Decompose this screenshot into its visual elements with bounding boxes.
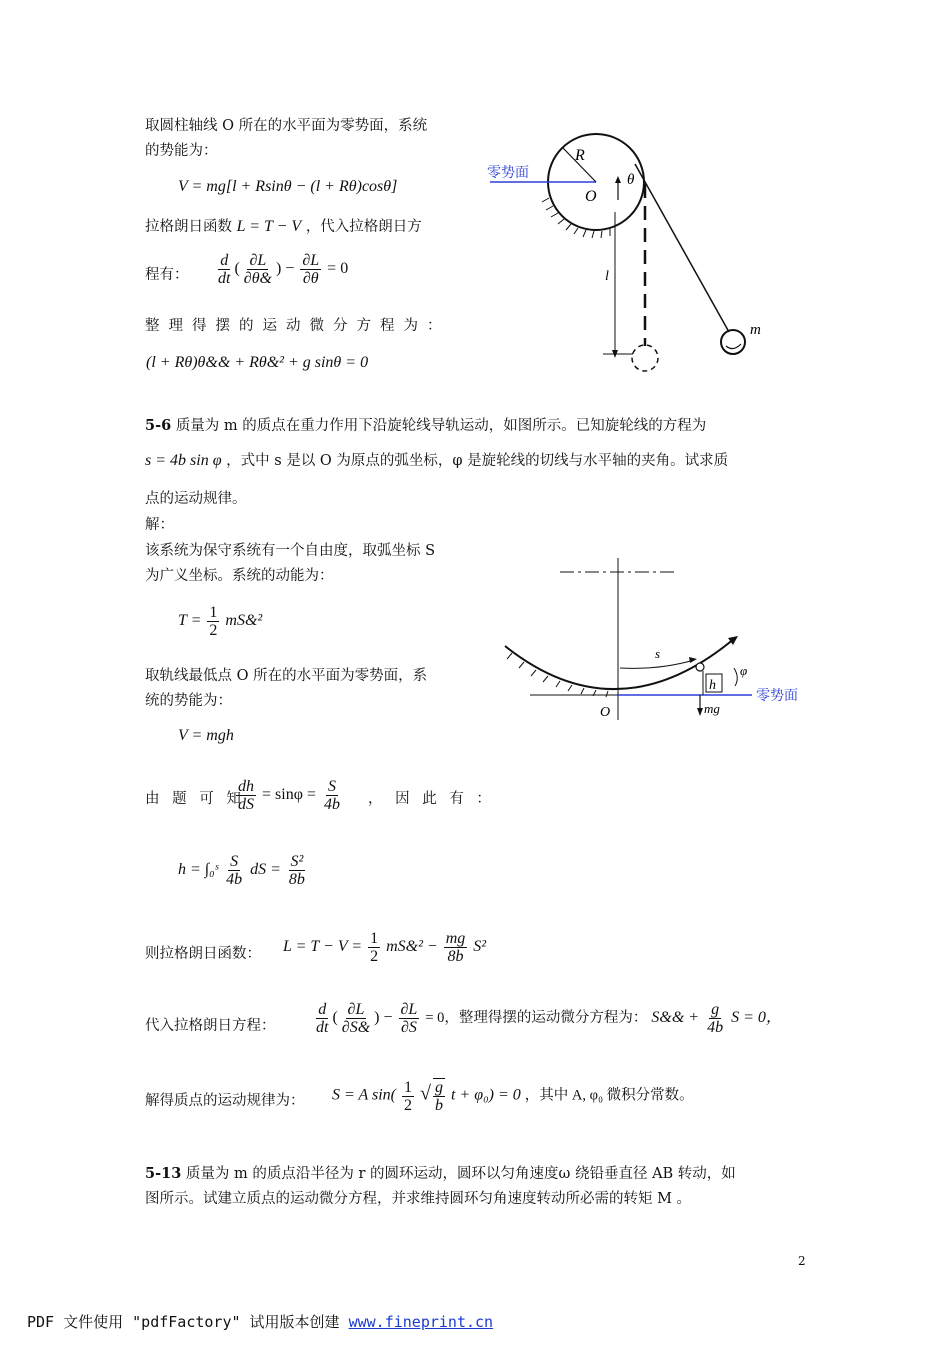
figure-cycloid: [490, 550, 820, 725]
label-mg: mg: [704, 701, 720, 716]
label-l: l: [605, 269, 609, 284]
label-O: O: [600, 705, 611, 720]
denominator: b: [434, 1097, 443, 1114]
text: 拉格朗日函数: [145, 219, 232, 235]
label-R: R: [575, 147, 585, 164]
text-line: [145, 218, 422, 236]
equals-zero: = 0: [327, 260, 349, 278]
fraction: [224, 853, 244, 888]
fraction: [322, 778, 342, 813]
denominator: ∂θ: [302, 270, 319, 287]
fraction: [207, 604, 219, 639]
problem-number: 5-6: [145, 417, 172, 434]
phi-arc: [734, 668, 737, 686]
label-m: m: [750, 322, 761, 338]
label-s: s: [655, 646, 661, 661]
label-h: h: [709, 678, 716, 693]
rhs: mS&²: [225, 612, 263, 630]
equation-lagrange-2: $\frac{d}{dt}$ ( $\frac{\partial L}{\partial S\&}$ ) − $\frac{\partial L}{\partial S}$ = 0，整理得摆的运动微分方程为： S&& + $\frac{g}{4b}$ S = 0，: [316, 1001, 782, 1036]
text: ，其中 A, φ₀ 微积分常数。: [524, 1087, 694, 1104]
denominator: ∂θ&: [243, 270, 272, 287]
text: dS =: [250, 861, 281, 879]
fraction: [705, 1001, 725, 1036]
numerator: 1: [370, 930, 379, 947]
problem-text: 质量为 m 的质点沿半径为 r 的圆环运动，圆环以匀角速度ω 绕铅垂直径 AB 转动，如: [185, 1166, 736, 1182]
equation-potential: V = mg[l + Rsinθ − (l + Rθ)cosθ]: [178, 178, 398, 195]
sqrt-sign: √: [420, 1082, 431, 1105]
solution-label: 解：: [145, 517, 174, 533]
text-line: 程有：: [145, 267, 189, 283]
fraction: [433, 1078, 445, 1114]
figure-pendulum: [485, 120, 785, 380]
equation-lagrange: $\frac{d}{dt}$ ( $\frac{\partial L}{\partial\theta\&}$ ) − $\frac{\partial L}{\partial\theta}$ = 0: [218, 252, 349, 287]
text-line: 该系统为保守系统有一个自由度，取弧坐标 S: [145, 543, 436, 559]
text: S = 0，: [731, 1009, 782, 1027]
footer-link[interactable]: www.fineprint.cn: [348, 1313, 494, 1331]
denominator: 8b: [288, 871, 305, 888]
text: t + φ₀) = 0: [450, 1086, 521, 1104]
text: ，式中 s 是以 O 为原点的弧坐标，φ 是旋轮线的切线与水平轴的夹角。试求质: [226, 453, 729, 469]
footer: [27, 1311, 493, 1332]
numerator: g: [434, 1079, 443, 1096]
equation-potential-2: V = mgh: [178, 727, 234, 744]
text-line: 则拉格朗日函数：: [145, 946, 261, 962]
integral: h = ∫₀ˢ: [178, 861, 219, 879]
text-line: 为广义坐标。系统的动能为：: [145, 568, 334, 584]
label-theta: θ: [627, 172, 635, 188]
numerator: g: [711, 1001, 720, 1018]
problem-heading: [145, 1165, 736, 1183]
text-line: 代入拉格朗日方程：: [145, 1018, 276, 1034]
denominator: dt: [316, 1019, 329, 1036]
fraction: [216, 252, 232, 287]
numerator: d: [220, 252, 229, 269]
pendulum-bob: [721, 330, 745, 354]
arc-s: [620, 660, 694, 668]
text-line: 解得质点的运动规律为：: [145, 1093, 305, 1109]
numerator: S: [327, 778, 336, 795]
text-line: 统的势能为：: [145, 693, 232, 709]
arrowhead: [615, 176, 621, 183]
text-line: ， 因 此 有 ：: [368, 791, 495, 807]
numerator: 1: [209, 604, 218, 621]
denominator: 4b: [226, 871, 243, 888]
mass-point: [696, 663, 704, 671]
text: L = T − V =: [283, 938, 363, 956]
zero-potential-label: 零势面: [756, 689, 798, 704]
denominator: 2: [209, 622, 218, 639]
problem-number: 5-13: [145, 1165, 182, 1182]
text-line: 由 题 可 知: [145, 791, 245, 807]
text-line: 取圆柱轴线 O 所在的水平面为零势面，系统: [145, 118, 428, 134]
text: = sinφ =: [262, 786, 316, 804]
equation-slope: [234, 778, 344, 813]
text: ，代入拉格朗日方: [305, 219, 422, 235]
text: mS&² −: [386, 938, 438, 956]
equation-motion: (l + Rθ)θ&& + Rθ&² + g sinθ = 0: [146, 354, 369, 371]
equation-cycloid: s = 4b sin φ: [145, 452, 222, 469]
numerator: ∂L: [347, 1001, 365, 1018]
numerator: ∂L: [249, 252, 267, 269]
fraction: [368, 930, 380, 965]
fraction: [340, 1001, 372, 1036]
lhs: T =: [178, 612, 202, 630]
equation-kinetic: [178, 604, 262, 639]
text: S&& +: [651, 1009, 700, 1027]
numerator: 1: [404, 1078, 412, 1096]
page-number: 2: [798, 1254, 806, 1268]
text: S = A sin(: [332, 1086, 396, 1104]
numerator: dh: [238, 778, 254, 795]
numerator: ∂L: [302, 252, 320, 269]
pendulum-string: [635, 164, 729, 332]
denominator: 4b: [323, 796, 340, 813]
numerator: S²: [290, 853, 304, 870]
text-line: 点的运动规律。: [145, 491, 247, 507]
label-phi: φ: [740, 663, 748, 678]
fraction: [300, 252, 321, 287]
denominator: dS: [238, 796, 254, 813]
numerator: ∂L: [400, 1001, 418, 1018]
denominator: 4b: [707, 1019, 724, 1036]
footer-text: PDF 文件使用 "pdfFactory" 试用版本创建: [27, 1313, 340, 1331]
denominator: dt: [218, 270, 231, 287]
hatch-marks: [542, 198, 610, 238]
denominator: 2: [404, 1096, 412, 1114]
text-line: 的势能为：: [145, 143, 218, 159]
numerator: d: [318, 1001, 327, 1018]
denominator: ∂S&: [341, 1019, 371, 1036]
label-O: O: [585, 188, 597, 205]
text-line: [145, 452, 728, 470]
text-line: 图所示。试建立质点的运动微分方程，并求维持圆环匀角速度转动所必需的转矩 M 。: [145, 1191, 692, 1207]
text: S²: [473, 938, 487, 956]
fraction: [399, 1001, 420, 1036]
fraction: [287, 853, 307, 888]
problem-heading: [145, 417, 706, 435]
equation-lagrangian-2: [283, 930, 486, 965]
zero-potential-label: 零势面: [487, 166, 529, 181]
numerator: S: [230, 853, 239, 870]
fraction: [242, 252, 274, 287]
denominator: 2: [370, 948, 379, 965]
problem-text: 质量为 m 的质点在重力作用下沿旋轮线导轨运动，如图所示。已知旋轮线的方程为: [175, 418, 707, 434]
equation-solution: [332, 1078, 694, 1114]
denominator: 8b: [447, 948, 464, 965]
fraction: [314, 1001, 330, 1036]
denominator: ∂S: [400, 1019, 417, 1036]
text: = 0，整理得摆的运动微分方程为：: [425, 1010, 648, 1027]
fraction: [444, 930, 468, 965]
equation-height: [178, 853, 309, 888]
dashed-bob: [632, 345, 658, 371]
text-line: 取轨线最低点 O 所在的水平面为零势面，系: [145, 668, 428, 684]
fraction: [402, 1079, 414, 1114]
equation-lagrangian: L = T − V: [236, 218, 302, 235]
fraction: [236, 778, 256, 813]
text-line: 整理得摆的运动微分方程为：: [145, 318, 451, 334]
numerator: mg: [445, 930, 466, 947]
